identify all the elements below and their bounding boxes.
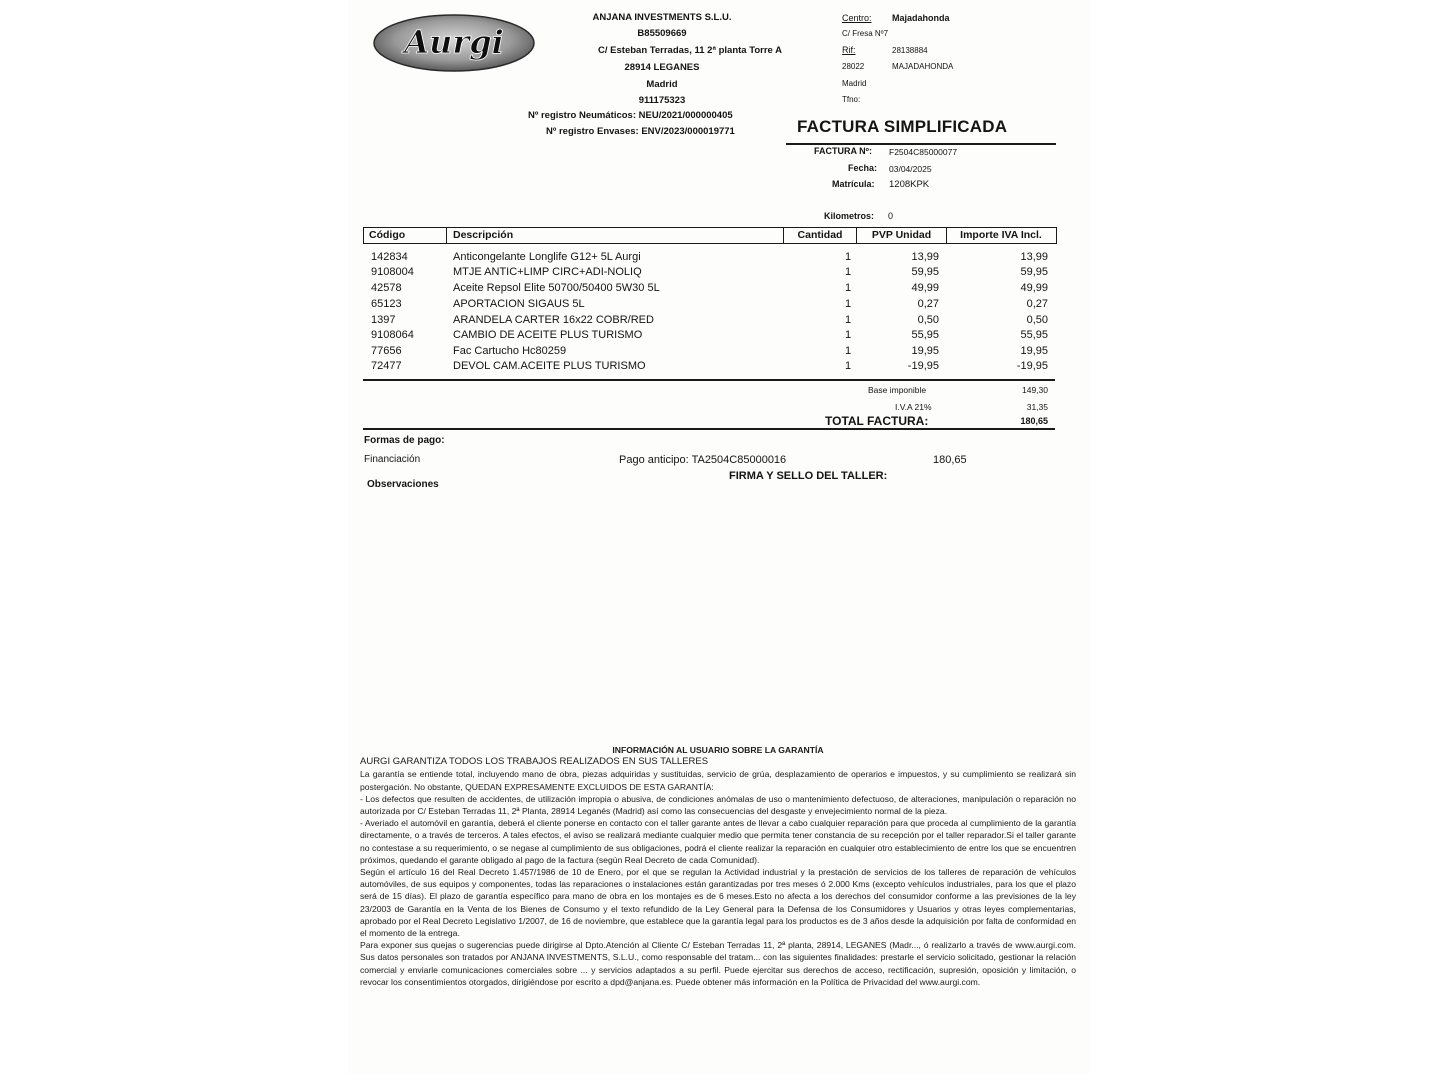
- company-address: C/ Esteban Terradas, 11 2ª planta Torre A: [598, 45, 782, 56]
- row-amount: 0,27: [1026, 298, 1048, 310]
- company-province: Madrid: [646, 79, 678, 90]
- observations-label: Observaciones: [367, 479, 439, 490]
- row-description: ARANDELA CARTER 16x22 COBR/RED: [453, 314, 654, 326]
- base-label: Base imponible: [868, 385, 927, 395]
- row-quantity: 1: [844, 298, 852, 310]
- row-description: Anticongelante Longlife G12+ 5L Aurgi: [453, 251, 641, 263]
- company-phone: 911175323: [638, 95, 686, 106]
- row-amount: 19,95: [1020, 345, 1048, 357]
- row-unit-price: 55,95: [911, 329, 939, 341]
- total-value: 180,65: [1020, 416, 1048, 426]
- header-divider: [446, 227, 447, 243]
- invoice-date: 03/04/2025: [889, 164, 932, 174]
- row-description: DEVOL CAM.ACEITE PLUS TURISMO: [453, 360, 646, 372]
- base-value: 149,30: [1022, 385, 1048, 395]
- centre-province: Madrid: [842, 79, 867, 88]
- header-unit-price: PVP Unidad: [871, 229, 932, 241]
- centro-value: Majadahonda: [892, 13, 950, 23]
- tlfno-label: Tfno:: [842, 95, 861, 104]
- row-quantity: 1: [844, 345, 852, 357]
- row-quantity: 1: [844, 360, 852, 372]
- centre-city: MAJADAHONDA: [892, 62, 954, 71]
- company-name: ANJANA INVESTMENTS S.L.U.: [592, 12, 732, 23]
- km-value: 0: [888, 211, 894, 221]
- logo-text: Aurgi: [404, 23, 504, 61]
- row-code: 72477: [371, 360, 402, 372]
- warranty-paragraph: La garantía se entiende total, incluyendo mano de obra, piezas adquiridas y sustituidas, servicio de grúa, desplazamiento de operarios e impuestos, y su cumplimiento se realizará sin postergación. No obstante, QUEDAN EXPRESAMENTE EXCLUIDOS DE ESTA GARANTÍA:: [360, 769, 1076, 792]
- aurgi-logo: [372, 12, 536, 74]
- total-underline: [363, 428, 1055, 430]
- row-unit-price: 49,99: [911, 282, 939, 294]
- header-quantity: Cantidad: [797, 229, 843, 241]
- row-amount: -19,95: [1016, 360, 1048, 372]
- row-unit-price: -19,95: [907, 360, 939, 372]
- invoice-number-label: FACTURA Nº:: [814, 146, 872, 156]
- warranty-paragraph: Para exponer sus quejas o sugerencias puede dirigirse al Dpto.Atención al Cliente C/ Esteban Terradas 11, 2ª planta, 28914, LEGANES (Madr..., ó realizarlo a través de www.aurgi.com. Sus datos personales son tratados por ANJANA INVESTMENTS, S.L.U., como responsable del tratam... con las siguientes finalidades: prestarle el servicio solicitado, gestionar la relación comercial y enviarle comunicaciones comerciales sobre ... y servicios adaptados a su perfil. Puede ejercitar sus derechos de acceso, rectificación, supresión, oposición y limitación, o revocar los consentimientos otorgados, dirigiéndose por escrito a dpd@anjana.es. Puede obtener más información en la Política de Privacidad del www.aurgi.com.: [360, 940, 1076, 987]
- iva-value: 31,35: [1026, 402, 1048, 412]
- row-code: 1397: [371, 314, 396, 326]
- invoice-number: F2504C85000077: [889, 147, 958, 157]
- plate-label: Matrícula:: [832, 179, 875, 189]
- row-code: 142834: [371, 251, 408, 263]
- warranty-subtitle: AURGI GARANTIZA TODOS LOS TRABAJOS REALIZADOS EN SUS TALLERES: [360, 756, 709, 768]
- rows-separator: [363, 379, 1055, 381]
- row-amount: 59,95: [1020, 266, 1048, 278]
- row-quantity: 1: [844, 329, 852, 341]
- header-code: Código: [369, 229, 406, 241]
- row-amount: 55,95: [1020, 329, 1048, 341]
- payment-method: Financiación: [364, 454, 421, 465]
- row-description: CAMBIO DE ACEITE PLUS TURISMO: [453, 329, 643, 341]
- row-code: 9108064: [371, 329, 414, 341]
- row-unit-price: 13,99: [911, 251, 939, 263]
- invoice-title: FACTURA SIMPLIFICADA: [797, 117, 1008, 136]
- header-amount: Importe IVA Incl.: [960, 229, 1042, 241]
- invoice-date-label: Fecha:: [848, 163, 878, 173]
- company-postal-city: 28914 LEGANES: [624, 62, 700, 73]
- centre-cp: 28022: [842, 62, 865, 71]
- company-cif: B85509669: [637, 28, 687, 39]
- row-amount: 0,50: [1026, 314, 1048, 326]
- row-description: Fac Cartucho Hc80259: [453, 345, 567, 357]
- centre-street: C/ Fresa Nº7: [842, 29, 889, 38]
- centro-label: Centro:: [842, 13, 872, 23]
- total-label: TOTAL FACTURA:: [825, 414, 929, 428]
- plate-value: 1208KPK: [889, 179, 930, 190]
- payment-label: Formas de pago:: [364, 435, 445, 446]
- warranty-title: INFORMACIÓN AL USUARIO SOBRE LA GARANTÍA: [612, 745, 824, 755]
- reg-neumaticos: Nº registro Neumáticos: NEU/2021/000000405: [528, 110, 733, 121]
- row-quantity: 1: [844, 282, 852, 294]
- payment-amount: 180,65: [933, 454, 967, 466]
- row-code: 9108004: [371, 266, 414, 278]
- warranty-paragraph: Según el artículo 16 del Real Decreto 1.457/1986 de 10 de Enero, por el que se regulan la Actividad industrial y la prestación de servicios de los talleres de reparación de vehículos automóviles, de sus equipos y componentes, todas las reparaciones o instalaciones están garantizadas por tres meses ó 2.000 Kms (excepto vehículos industriales, para los que el plazo será de 15 días). El plazo de garantía específico para mano de obra en los montajes es de 6 meses.Esto no afecta a los derechos del consumidor conforme a las previsiones de la ley 23/2003 de Garantía en la Venta de los Bienes de Consumo y el texto refundido de la Ley General para la Defensa de los Consumidores y Usuarios y otras leyes complementarias, aprobado por el Real Decreto Legislativo 1/2007, de 16 de noviembre, que establece que la garantía legal para los productos es de 3 años desde la adquisición por falta de conformidad en el momento de la entrega.: [360, 867, 1076, 939]
- row-quantity: 1: [844, 251, 852, 263]
- title-underline: [786, 143, 1056, 145]
- warranty-paragraph: - Averiado el automóvil en garantía, deberá el cliente ponerse en contacto con el taller garante antes de llevar a cabo cualquier reparación para que proceda al cumplimiento de la garantía directamente, o a través de terceros. A tales efectos, el aviso se realizará mediante cualquier medio que permita tener constancia de su recepción por el taller reparador.Si el taller garante no contestase a su requerimiento, o se negase al cumplimiento de sus obligaciones, podrá el cliente realizar la reparación en cualquier otro establecimiento de entre los que se encuentren próximos, quedando el garante obligado al pago de la factura (según Real Decreto de cada Comunidad).: [360, 818, 1076, 865]
- row-code: 42578: [371, 282, 402, 294]
- row-unit-price: 0,50: [917, 314, 939, 326]
- payment-anticipo: Pago anticipo: TA2504C85000016: [619, 454, 787, 466]
- row-description: APORTACION SIGAUS 5L: [453, 298, 585, 310]
- rif-value: 28138884: [892, 46, 928, 55]
- row-description: MTJE ANTIC+LIMP CIRC+ADI-NOLIQ: [453, 266, 642, 278]
- row-unit-price: 19,95: [911, 345, 939, 357]
- row-unit-price: 0,27: [917, 298, 939, 310]
- iva-label: I.V.A 21%: [895, 402, 932, 412]
- km-label: Kilometros:: [824, 211, 875, 221]
- header-description: Descripción: [453, 229, 514, 241]
- row-amount: 13,99: [1020, 251, 1048, 263]
- warranty-section: [360, 744, 1076, 988]
- rif-label: Rif:: [842, 45, 856, 55]
- row-amount: 49,99: [1020, 282, 1048, 294]
- reg-envases: Nº registro Envases: ENV/2023/000019771: [546, 126, 735, 137]
- warranty-paragraph: - Los defectos que resulten de accidentes, de utilización impropia o abusiva, de condiciones anómalas de uso o mantenimiento defectuoso, de alteraciones, manipulación o reparación no autorizada por C/ Esteban Terradas 11, 2ª Planta, 28914 Leganés (Madrid) así como las consecuencias del desgaste y envejecimiento normal de la pieza.: [360, 793, 1076, 817]
- row-quantity: 1: [844, 266, 852, 278]
- row-code: 65123: [371, 298, 402, 310]
- row-quantity: 1: [844, 314, 852, 326]
- signature-label: FIRMA Y SELLO DEL TALLER:: [729, 470, 888, 482]
- row-code: 77656: [371, 345, 402, 357]
- row-unit-price: 59,95: [911, 266, 939, 278]
- row-description: Aceite Repsol Elite 50700/50400 5W30 5L: [453, 282, 660, 294]
